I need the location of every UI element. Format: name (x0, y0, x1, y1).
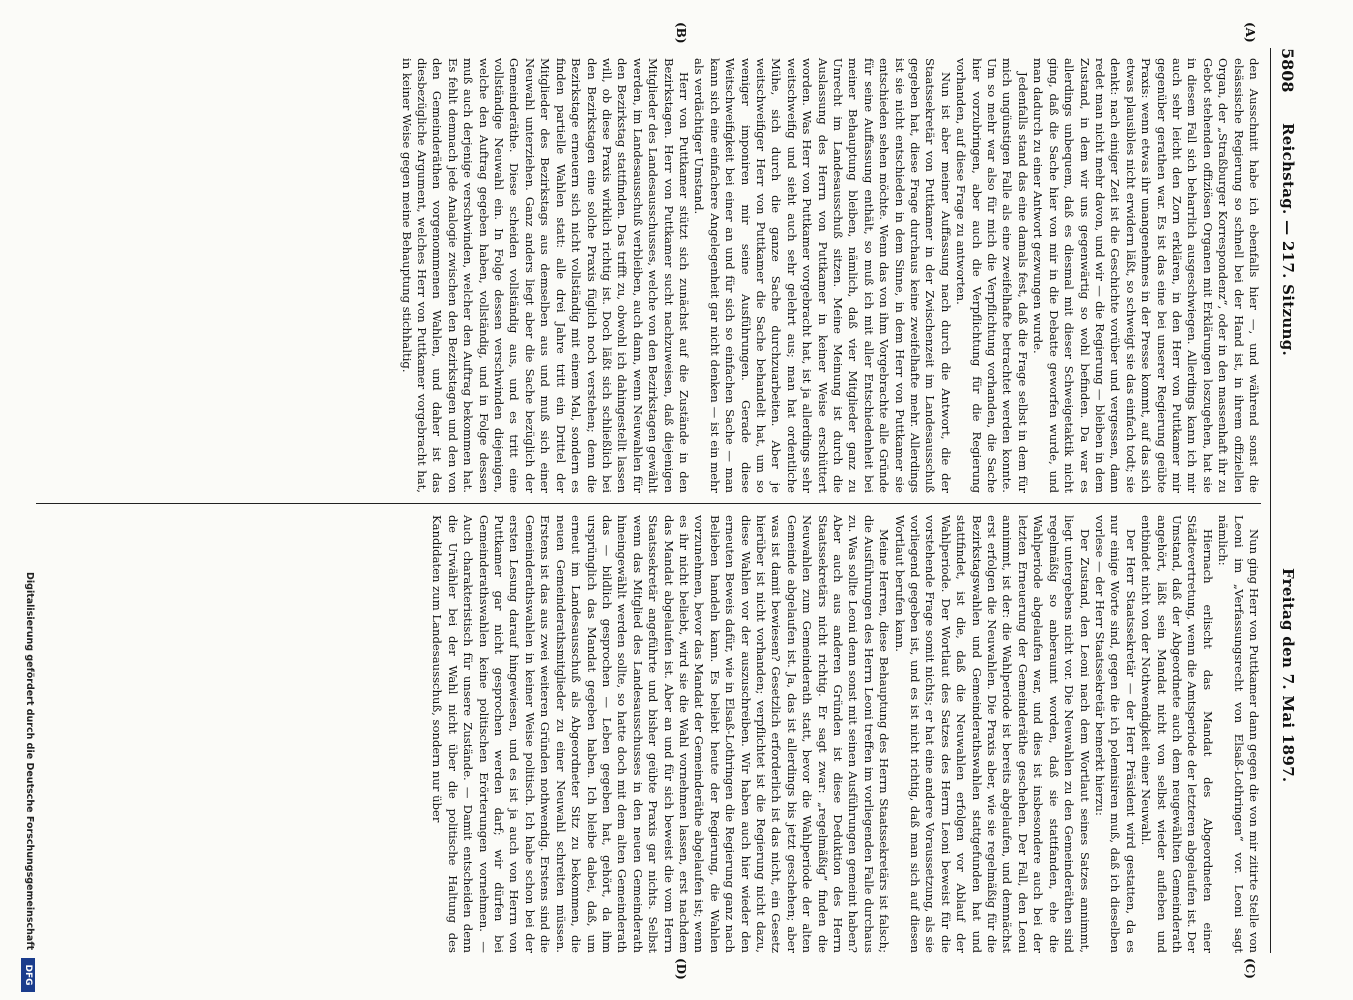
paragraph: Meine Herren, diese Behauptung des Herrn Staatssekretärs ist falsch; die Ausführungen des Herrn Leoni treffen im vorliegenden Falle durchaus zu. Was sollte Leoni denn sonst mit seinen Ausführungen gemeint haben? Aber auch aus anderen Gründen ist diese Deduktion des Herrn Staatssekretärs nicht richtig. Er sagt zwar: „regelmäßig“ finden die Neuwahlen zum Gemeinderath statt, bevor die Wahlperiode der alten Gemeinde abgelaufen ist. Ja, das ist allerdings bis jetzt geschehen; aber was ist damit bewiesen? Gesetzlich erforderlich ist das nicht, ein Gesetz hierüber ist nicht vorhanden; verpflichtet ist die Regierung nicht dazu, diese Wahlen vor der auszuschreiben. Wir haben auch hier wieder den erneuten Beweis dafür, wie in Elsaß-Lothringen die Regierung ganz nach Belieben handeln kann. Es beliebt heute der Regierung, die Wahlen vorzunehmen, bevor das Mandat der Gemeinderäthe abgelaufen ist; wenn es ihr nicht beliebt, wird sie die Wahl vornehmen lassen, erst nachdem das Mandat abgelaufen ist. Aber an und für sich beweist die vom Herrn Staatssekretär angeführte und bisher geübte Praxis gar nichts. Selbst wenn das Mitglied des Landesausschusses in den neuen Gemeinderath hineingewählt werden sollte, so hatte doch mit dem alten Gemeinderath das — bildlich gesprochen — Leben gegeben hat, gehört, da ihm ursprünglich das Mandat gegeben haben. Ich bleibe dabei, daß, um erneut im Landesausschuß als Abgeordneter Sitz zu bekommen, die neuen Gemeinderathsmitglieder zu einer Neuwahl schreiten müssen. Erstens ist das aus zwei weiteren Gründen nothwendig. Erstens sind die Gemeinderathswahlen in keiner Weise politisch. Ich habe schon bei der ersten Lesung darauf hingewiesen, und es ist ja auch von Herrn von Puttkamer gar nicht gesprochen werden darf; wir dürfen bei Gemeinderathswahlen keine politischen Erörterungen vornehmen. — Auch charakteristisch für unsere Zustände. — Damit entscheiden denn die Urwähler bei der Wahl nicht über die politische Haltung des Kandidaten zum Landesausschuß, sondern nur über (430, 515, 892, 953)
column-divider (36, 503, 1261, 504)
right-column (36, 515, 1261, 953)
margin-marker-a: (A) (1243, 22, 1257, 43)
paragraph: Der Herr Staatssekretär — der Herr Präsident wird gestatten, da es nur einige Worte sind, gegen die ich polemisiren muß, daß ich dieselben vorlese — der Herr Staatssekretär bemerkt hierzu: (1092, 515, 1138, 953)
quotation: Der Zustand, den Leoni nach dem Wortlaut seines Satzes annimmt, liegt untergebens nicht vor. Die Neuwahlen zu den Gemeinderäthen sind regelmäßig so anberaumt worden, daß sie stattfanden, ehe die Wahlperiode abgelaufen war, und dies ist insbesondere auch bei der letzten Erneuerung der Gemeinderäthe geschehen. Der Fall, den Leoni annimmt, ist der: die Wahlperiode ist bereits abgelaufen, und demnächst erst erfolgen die Neuwahlen. Die Praxis aber, wie sie regelmäßig für die Bezirkstagswahlen und Gemeinderathswahlen stattgefunden hat und stattfindet, ist die, daß die Neuwahlen erfolgen vor Ablauf der Wahlperiode. Der Wortlaut des Satzes des Herrn Leoni beweist für die vorstehende Frage somit nichts; er hat eine andere Voraussetzung, als sie vorliegend gegeben ist, und es ist nicht richtig, daß man sich auf diesen Wortlaut berufen kann. (892, 515, 1092, 953)
paragraph: den Ausschnitt habe ich ebenfalls hier —, und während sonst die elsässische Regierung so schnell bei der Hand ist, in ihrem offiziellen Organ, der „Straßburger Korrespondenz“, oder in den massenhaft ihr zu Gebot stehenden offiziösen Organen mit Erklärungen loszugehen, hat sie in diesem Fall sich beharrlich ausgeschwiegen. Allerdings kann ich mir auch sehr leicht den Zorn erklären, in den Herr von Puttkamer mir gegenüber gerathen war. Es ist das eine bei unserer Regierung geübte Praxis: wenn etwas ihr unangenehmes in der Presse kommt, auf das sich etwas plausibles nicht erwidern läßt, so schweigt sie das einfach todt; sie denkt: nach einiger Zeit ist die Geschichte vorüber und vergessen, dann redet man nicht mehr davon, und wir — die Regierung — bleiben in dem Zustand, in dem wir uns gegenwärtig so wohl befinden. Da war es allerdings unbequem, daß es diesmal mit dieser Schweigetaktik nicht ging, daß die Sache hier von mir in die Debatte geworfen wurde, und man dadurch zu einer Antwort gezwungen wurde. (1031, 58, 1261, 493)
quotation: Hiernach erlischt das Mandat des Abgeordneten einer Städtevertretung, wenn die Amtsperiode der letzteren abgelaufen ist. Der Umstand, daß der Abgeordnete auch dem neugewählten Gemeinderath angehört, läßt sein Mandat nicht von selbst wieder aufleben und entbindet nicht von der Nothwendigkeit einer Neuwahl. (1139, 515, 1215, 953)
session-date: Freitag den 7. Mai 1897. (1279, 568, 1297, 783)
paragraph: Herr von Puttkamer stützt sich zunächst auf die Zustände in den Bezirkstagen. Herr von Puttkamer sucht nachzuweisen, daß diejenigen Mitglieder des Landesausschusses, welche von den Bezirkstagen gewählt werden, im Landesausschuß verbleiben, auch dann, wenn Neuwahlen für den Bezirkstag stattfinden. Das trifft zu, obwohl ich dahingestellt lassen will, ob diese Praxis wirklich richtig ist. Doch läßt sich schließlich bei den Bezirkstagen eine solche Praxis füglich noch verstehen; denn die Bezirkstage erneuern sich nicht vollständig mit einem Mal, sondern es finden partielle Wahlen statt: alle drei Jahre tritt ein Drittel der Mitglieder des Bezirkstags aus demselben aus und muß sich einer Neuwahl unterziehen. Ganz anders liegt aber die Sache bezüglich der Gemeinderäthe. Diese scheiden vollständig aus, und es tritt eine vollständige Neuwahl ein. In Folge dessen verschwinden diejenigen, welche den Auftrag gegeben haben, vollständig, und in Folge dessen muß auch derjenige verschwinden, welcher den Auftrag bekommen hat. Es fehlt demnach jede Analogie zwischen den Bezirkstagen und den von den Gemeinderäthen vorgenommenen Wahlen, und daher ist das diesbezügliche Argument, welches Herr von Puttkamer vorgebracht hat, in keiner Weise gegen meine Behauptung stichhaltig. (399, 58, 691, 493)
margin-marker-d: (D) (674, 958, 688, 980)
page-number: 5808 (1278, 48, 1297, 93)
page-header (1270, 48, 1305, 953)
paragraph: Nun ging Herr von Puttkamer dann gegen die von mir zitirte Stelle von Leoni im „Verfassungsrecht von Elsaß-Lothringen“ vor. Leoni sagt nämlich: (1216, 515, 1261, 953)
margin-marker-c: (C) (1243, 958, 1257, 979)
left-column (36, 58, 1261, 493)
paragraph: Jedenfalls stand das eine damals fest, daß die Frage selbst in dem für mich ungünstigen Falle als eine zweifelhafte betrachtet werden konnte. Um so mehr war also für mich die Verpflichtung vorhanden, die Sache hier vorzubringen, aber auch die Verpflichtung für die Regierung vorhanden, auf diese Frage zu antworten. (954, 58, 1030, 493)
margin-marker-b: (B) (674, 22, 688, 44)
session-title: Reichstag. — 217. Sitzung. (1279, 123, 1297, 357)
digitization-credit: Digitalisierung gefördert durch die Deutsche Forschungsgemeinschaft (24, 572, 35, 950)
dfg-logo: DFG (21, 958, 35, 992)
paragraph: Nun ist aber meiner Auffassung nach durch die Antwort, die der Staatssekretär von Puttkamer in der Zwischenzeit im Landesausschuß gegeben hat, diese Frage durchaus keine zweifelhafte mehr. Allerdings ist sie nicht entschieden in dem Sinne, in dem Herr von Puttkamer sie entschieden sehen möchte. Wenn das von ihm Vorgebrachte alle Gründe für seine Auffassung enthält, so muß ich mit aller Entschiedenheit bei meiner Behauptung bleiben, nämlich, daß vier Mitglieder ganz zu Unrecht im Landesausschuß sitzen. Meine Meinung ist durch die Auslassung des Herrn von Puttkamer in keiner Weise erschüttert worden. Was Herr von Puttkamer vorgebracht hat, ist ja allerdings sehr weitschweifig und sieht auch sehr gelehrt aus; man hat ordentliche Mühe, sich durch die ganze Sache durchzuarbeiten. Aber je weitschweifiger Herr von Puttkamer die Sache behandelt hat, um so weniger imponiren mir seine Ausführungen. Gerade diese Weitschweifigkeit bei einer an und für sich so einfachen Sache — man kann sich eine einfachere Angelegenheit gar nicht denken — ist ein mehr als verdächtiger Umstand. (692, 58, 953, 493)
